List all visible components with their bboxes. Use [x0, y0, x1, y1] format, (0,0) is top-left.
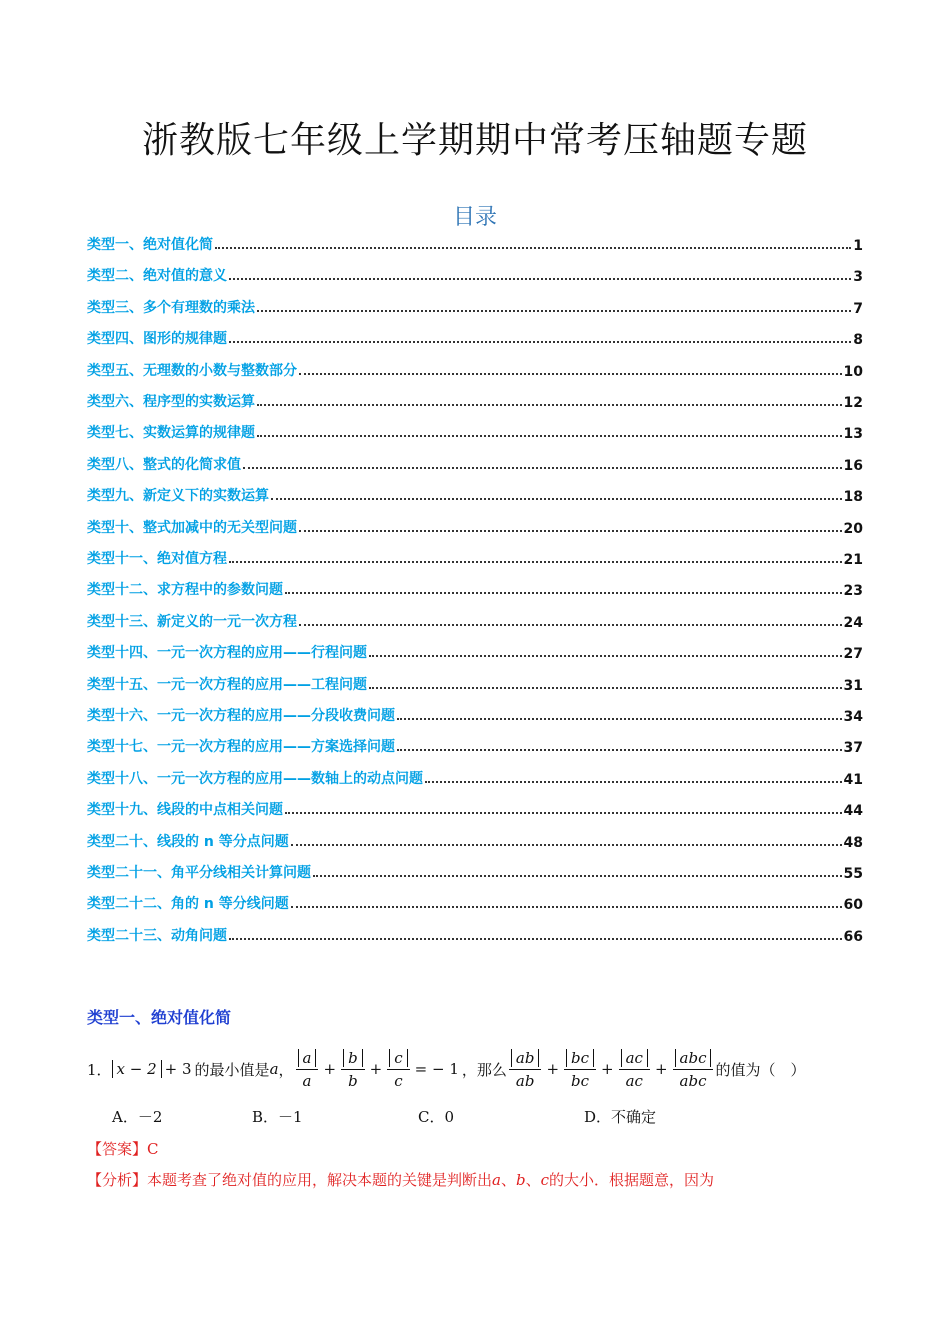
abs-numerator: a [298, 1049, 317, 1067]
toc-entry-page: 41 [843, 771, 863, 788]
toc-entry-label: 类型十一、绝对值方程 [87, 551, 227, 567]
abs-numerator: abc [675, 1049, 712, 1067]
fraction [619, 1049, 650, 1090]
analysis-text-1: 本题考查了绝对值的应用，解决本题的关键是判断出 [147, 1171, 493, 1189]
toc-entry-label: 类型九、新定义下的实数运算 [87, 488, 269, 505]
fraction-denominator: bc [571, 1071, 590, 1090]
toc-dot-leader [299, 624, 842, 626]
toc-dot-leader [215, 247, 851, 249]
fraction-numerator [673, 1049, 714, 1070]
choice-a[interactable]: A．－2 [112, 1108, 163, 1126]
toc-entry-page: 37 [843, 740, 863, 757]
fraction [673, 1049, 714, 1090]
toc-entry-page: 10 [843, 363, 863, 380]
fraction-denominator: a [302, 1071, 312, 1090]
fraction-denominator: c [394, 1071, 403, 1090]
fraction-denominator: ab [515, 1071, 535, 1090]
toc-dot-leader [291, 906, 842, 908]
toc-entry[interactable] [87, 450, 863, 474]
toc-entry[interactable] [87, 764, 863, 788]
toc-entry[interactable] [87, 261, 863, 285]
toc-entry-page: 16 [843, 457, 863, 474]
toc-entry-page: 3 [853, 269, 863, 286]
toc-dot-leader [299, 530, 842, 532]
toc-dot-leader [229, 341, 851, 343]
answer-tag: 【答案】 [87, 1140, 148, 1158]
toc-dot-leader [425, 781, 842, 783]
plus-three: + 3 [164, 1060, 192, 1078]
toc-entry-page: 60 [843, 897, 863, 914]
fraction-numerator [619, 1049, 650, 1070]
sum-equals: = − 1 [414, 1060, 459, 1078]
abs-numerator: bc [566, 1049, 594, 1067]
toc-entry-label: 类型五、无理数的小数与整数部分 [87, 362, 297, 379]
toc-entry-label: 类型十五、一元一次方程的应用——工程问题 [87, 676, 367, 693]
toc-entry-label: 类型十二、求方程中的参数问题 [87, 582, 283, 599]
analysis-var-c: c [540, 1171, 550, 1189]
toc-entry-page: 55 [843, 866, 863, 882]
toc-dot-leader [369, 687, 842, 689]
fraction [387, 1049, 409, 1090]
toc-entry-label: 类型二十三、动角问题 [87, 927, 227, 944]
toc-entry[interactable] [87, 701, 863, 725]
toc-entry-label: 类型十四、一元一次方程的应用——行程问题 [87, 645, 367, 662]
plus-sign: + [654, 1060, 668, 1078]
toc-entry[interactable] [87, 481, 863, 505]
toc-entry-page: 21 [843, 552, 863, 568]
plus-sign: + [369, 1060, 383, 1078]
toc-dot-leader [229, 938, 842, 940]
toc-entry[interactable] [87, 607, 863, 631]
toc-entry[interactable] [87, 356, 863, 380]
fraction-group-2 [507, 1049, 716, 1090]
toc-entry-page: 34 [843, 709, 863, 725]
toc-entry-label: 类型四、图形的规律题 [87, 331, 227, 348]
toc-entry-label: 类型一、绝对值化简 [87, 237, 213, 253]
toc-dot-leader [271, 498, 842, 500]
analysis-var-b: b [516, 1171, 526, 1189]
toc-entry-page: 24 [843, 614, 863, 631]
toc-entry-page: 27 [843, 646, 863, 663]
fraction [296, 1049, 319, 1090]
toc-entry[interactable] [87, 670, 863, 694]
analysis-text-2: 的大小．根据题意，因为 [549, 1171, 715, 1189]
plus-sign: + [601, 1060, 614, 1078]
toc-dot-leader [397, 718, 842, 720]
toc-dot-leader [299, 373, 842, 375]
toc-dot-leader [257, 404, 842, 406]
toc-entry-page: 12 [843, 395, 863, 411]
toc-entry-page: 23 [843, 583, 863, 600]
fraction [564, 1049, 596, 1090]
analysis-var-a: a [492, 1171, 501, 1189]
abs-numerator: ac [621, 1049, 648, 1067]
toc-entry-label: 类型十八、一元一次方程的应用——数轴上的动点问题 [87, 770, 423, 787]
choice-c[interactable]: C．0 [418, 1108, 455, 1126]
toc-dot-leader [291, 844, 842, 846]
toc-entry-label: 类型二十、线段的 n 等分点问题 [87, 833, 289, 850]
toc-entry[interactable] [87, 575, 863, 599]
toc-dot-leader [243, 467, 842, 469]
toc-entry[interactable] [87, 889, 863, 913]
question-number: 1． [87, 1060, 112, 1079]
toc-entry-page: 66 [843, 928, 863, 945]
analysis-line [87, 1169, 714, 1190]
toc-dot-leader [285, 812, 842, 814]
toc-entry[interactable] [87, 230, 863, 254]
toc-entry-page: 18 [843, 489, 863, 506]
toc-entry-page: 1 [853, 238, 863, 254]
toc-dot-leader [369, 655, 842, 657]
toc-entry[interactable] [87, 513, 863, 537]
text-then: ，那么 [461, 1060, 507, 1079]
toc-entry[interactable] [87, 827, 863, 851]
toc-entry-label: 类型十三、新定义的一元一次方程 [87, 613, 297, 630]
toc-entry-label: 类型三、多个有理数的乘法 [87, 299, 255, 316]
toc-entry-page: 44 [843, 803, 863, 820]
fraction-denominator: ac [625, 1071, 643, 1090]
toc-dot-leader [229, 561, 842, 563]
text-min-value: 的最小值是 [194, 1060, 270, 1079]
toc-entry[interactable] [87, 418, 863, 442]
analysis-sep-2: 、 [525, 1171, 541, 1189]
abs-numerator: b [343, 1049, 363, 1067]
toc-entry-page: 7 [853, 300, 863, 317]
toc-entry[interactable] [87, 795, 863, 819]
fraction-denominator: abc [679, 1071, 707, 1090]
toc-entry[interactable] [87, 638, 863, 662]
toc-dot-leader [229, 278, 851, 280]
toc-entry[interactable] [87, 921, 863, 945]
toc-entry[interactable] [87, 858, 863, 882]
analysis-tag: 【分析】 [87, 1171, 148, 1189]
toc-dot-leader [257, 435, 842, 437]
fraction [341, 1049, 365, 1090]
toc-entry-page: 8 [853, 332, 863, 349]
choice-b[interactable]: B．－1 [252, 1108, 303, 1126]
toc-entry-label: 类型七、实数运算的规律题 [87, 425, 255, 442]
section-title: 类型一、绝对值化简 [87, 1008, 232, 1027]
toc-dot-leader [285, 592, 842, 594]
toc-entry-label: 类型十七、一元一次方程的应用——方案选择问题 [87, 739, 395, 756]
toc-entry[interactable] [87, 732, 863, 756]
fraction-numerator [564, 1049, 596, 1070]
toc-entry-page: 13 [843, 426, 863, 443]
toc-entry[interactable] [87, 544, 863, 568]
toc-entry-page: 20 [843, 520, 863, 537]
toc-entry-page: 31 [843, 677, 863, 694]
var-a: a [269, 1060, 279, 1078]
abs-expression: x − 2 [112, 1060, 162, 1078]
toc-entry-label: 类型十、整式加减中的无关型问题 [87, 519, 297, 536]
plus-sign: + [546, 1060, 560, 1078]
fraction-denominator: b [348, 1071, 358, 1090]
toc-dot-leader [313, 875, 842, 877]
toc-entry-label: 类型二十二、角的 n 等分线问题 [87, 896, 289, 913]
toc-entry-label: 类型二、绝对值的意义 [87, 268, 227, 285]
toc-heading: 目录 [452, 205, 497, 230]
fraction-numerator [509, 1049, 542, 1070]
toc-entry-page: 48 [843, 834, 863, 851]
fraction-group-1 [294, 1049, 412, 1090]
analysis-sep-1: 、 [500, 1171, 516, 1189]
fraction-numerator [387, 1049, 409, 1070]
toc-entry[interactable] [87, 324, 863, 348]
fraction [509, 1049, 542, 1090]
toc-entry-label: 类型八、整式的化简求值 [87, 456, 241, 473]
toc-entry-label: 类型六、程序型的实数运算 [87, 394, 255, 410]
toc-entry-label: 类型二十一、角平分线相关计算问题 [87, 865, 311, 881]
document-title: 浙教版七年级上学期期中常考压轴题专题 [141, 120, 808, 161]
plus-sign: + [323, 1060, 337, 1078]
toc-dot-leader [397, 749, 842, 751]
abs-numerator: ab [511, 1049, 540, 1067]
answer-line [87, 1138, 159, 1159]
comma: ， [278, 1060, 294, 1079]
answer-choices [112, 1106, 812, 1128]
toc-entry[interactable] [87, 387, 863, 411]
toc-entry-label: 类型十九、线段的中点相关问题 [87, 802, 283, 819]
text-value: 的值为（ ） [715, 1060, 806, 1079]
toc-entry-label: 类型十六、一元一次方程的应用——分段收费问题 [87, 708, 395, 724]
abs-numerator: c [389, 1049, 407, 1067]
choice-d[interactable]: D．不确定 [584, 1108, 657, 1126]
fraction-numerator [341, 1049, 365, 1070]
question-1 [87, 1045, 806, 1093]
answer-value: C [147, 1140, 159, 1158]
fraction-numerator [296, 1049, 319, 1070]
toc-dot-leader [257, 310, 851, 312]
toc-entry[interactable] [87, 293, 863, 317]
